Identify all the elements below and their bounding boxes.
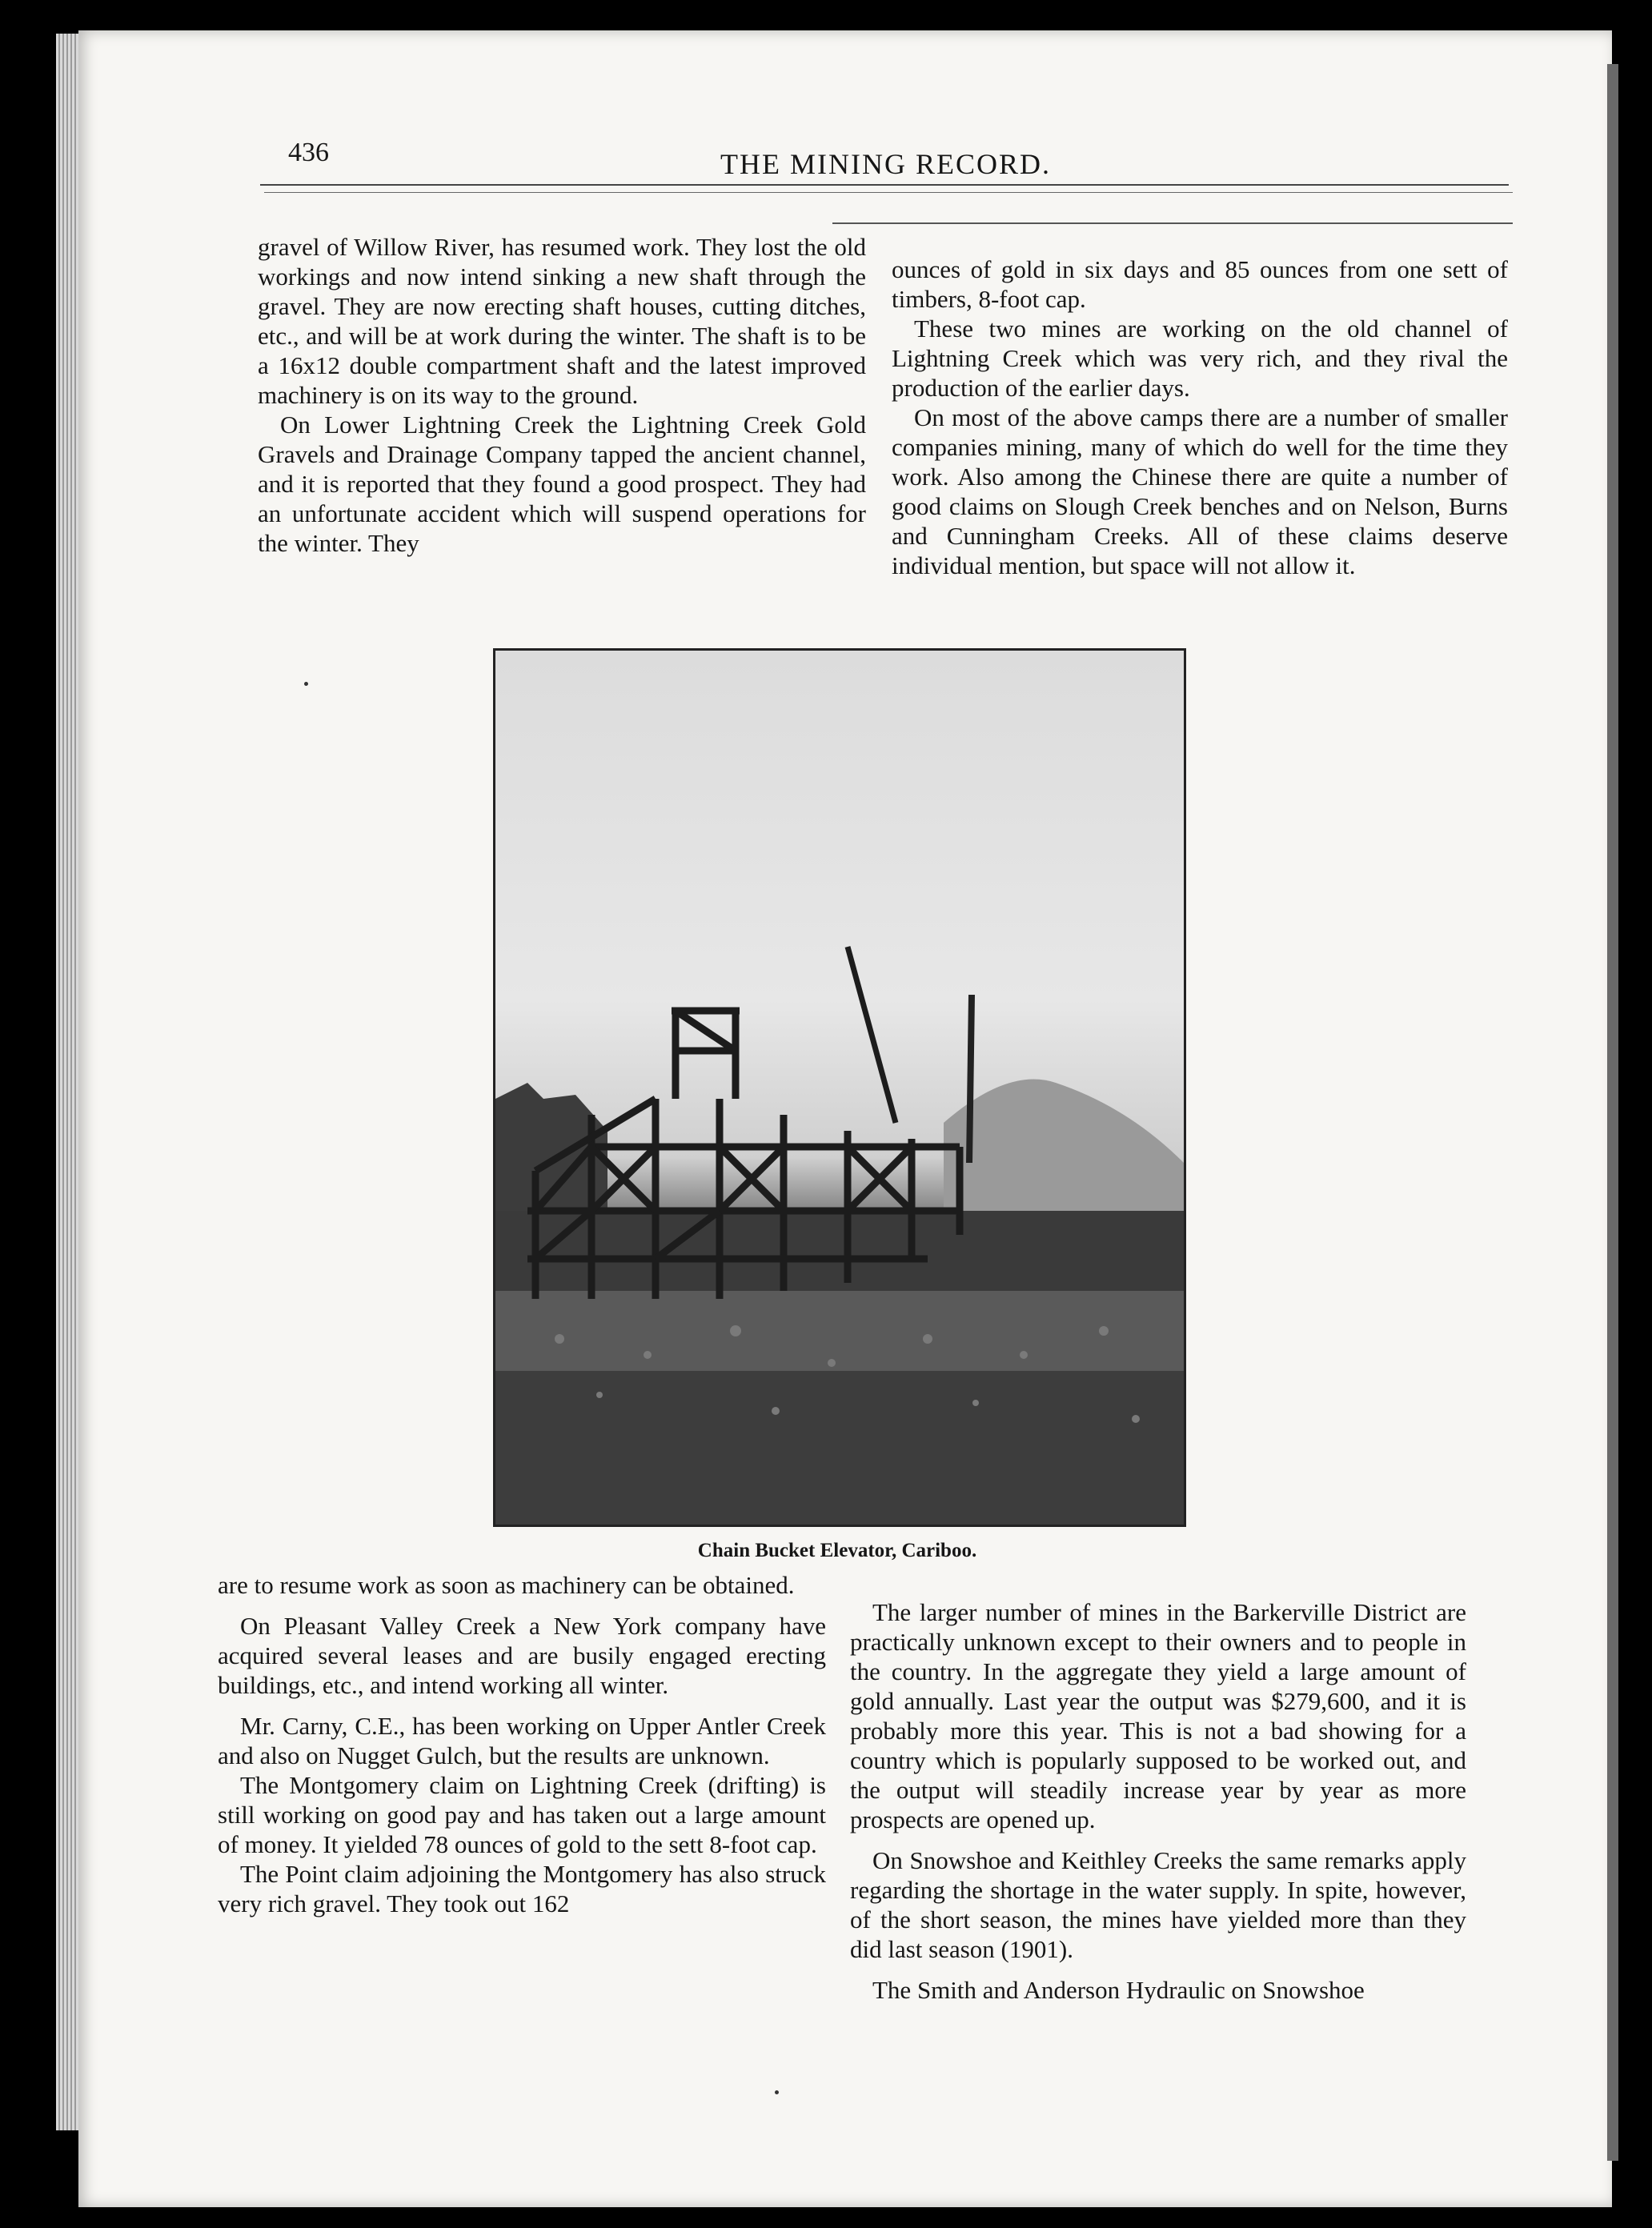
running-title: THE MINING RECORD. (720, 148, 1051, 180)
paragraph: On most of the above camps there are a number of smaller companies mining, many of which do well for the time they work. Also among the Chinese there are quite a number of good claims on Slough Creek benches and on Nelson, Burns and Cunningham Creeks. All of these claims deserve individual mention, but space will not allow it. (892, 403, 1508, 579)
column-top-right (892, 254, 1508, 580)
column-top-left (258, 232, 866, 558)
paragraph: On Snowshoe and Keithley Creeks the same remarks apply regarding the shortage in the water supply. In spite, however, of the short season, the mines have yielded more than they did last season (1901). (850, 1846, 1466, 1963)
column-bottom-right (850, 1597, 1466, 2005)
paragraph: The Point claim adjoining the Montgomery has also struck very rich gravel. They took out 162 (218, 1860, 826, 1917)
print-speck (775, 2090, 779, 2094)
paragraph: The Smith and Anderson Hydraulic on Snowshoe (872, 1976, 1365, 2004)
photo-chain-bucket-elevator (493, 648, 1186, 1527)
column-bottom-left (218, 1570, 826, 1918)
print-speck (304, 682, 308, 686)
paragraph: These two mines are working on the old channel of Lightning Creek which was very rich, and they rival the production of the earlier days. (892, 315, 1508, 402)
photo-drawing (495, 651, 1184, 1525)
paragraph: On Lower Lightning Creek the Lightning Creek Gold Gravels and Drainage Company tapped the ancient channel, and it is reported that they found a good prospect. They had an unfortunate accident which will suspend operations for the winter. They (258, 411, 866, 557)
header-rule-thin (264, 192, 1513, 193)
column-rule (832, 222, 1513, 224)
binding-edge (1607, 64, 1618, 2161)
paragraph: Mr. Carny, C.E., has been working on Upper Antler Creek and also on Nugget Gulch, but the results are unknown. (218, 1712, 826, 1769)
paragraph: The Montgomery claim on Lightning Creek (drifting) is still working on good pay and has taken out a large amount of money. It yielded 78 ounces of gold to the sett 8-foot cap. (218, 1771, 826, 1858)
paragraph: are to resume work as soon as machinery can be obtained. (218, 1571, 795, 1599)
paragraph: On Pleasant Valley Creek a New York company have acquired several leases and are busily engaged erecting buildings, etc., and intend working all winter. (218, 1612, 826, 1699)
page-number: 436 (288, 138, 329, 167)
paragraph: The larger number of mines in the Barkerville District are practically unknown except to their owners and to people in the country. In the aggregate they yield a large amount of gold annually. Last year the output was $279,600, and it is probably more this year. This is not a bad showing for a country which is popularly supposed to be worked out, and the output will steadily increase year by year as more prospects are opened up. (850, 1598, 1466, 1833)
paragraph: gravel of Willow River, has resumed work. They lost the old workings and now intend sinking a new shaft through the gravel. They are now erecting shaft houses, cutting ditches, etc., and will be at work during the winter. The shaft is to be a 16x12 double compartment shaft and the latest improved machinery is on its way to the ground. (258, 233, 866, 409)
paragraph: ounces of gold in six days and 85 ounces from one sett of timbers, 8-foot cap. (892, 255, 1508, 313)
figure-caption: Chain Bucket Elevator, Cariboo. (697, 1540, 977, 1561)
page-header (288, 138, 1505, 186)
header-rule (260, 184, 1509, 186)
